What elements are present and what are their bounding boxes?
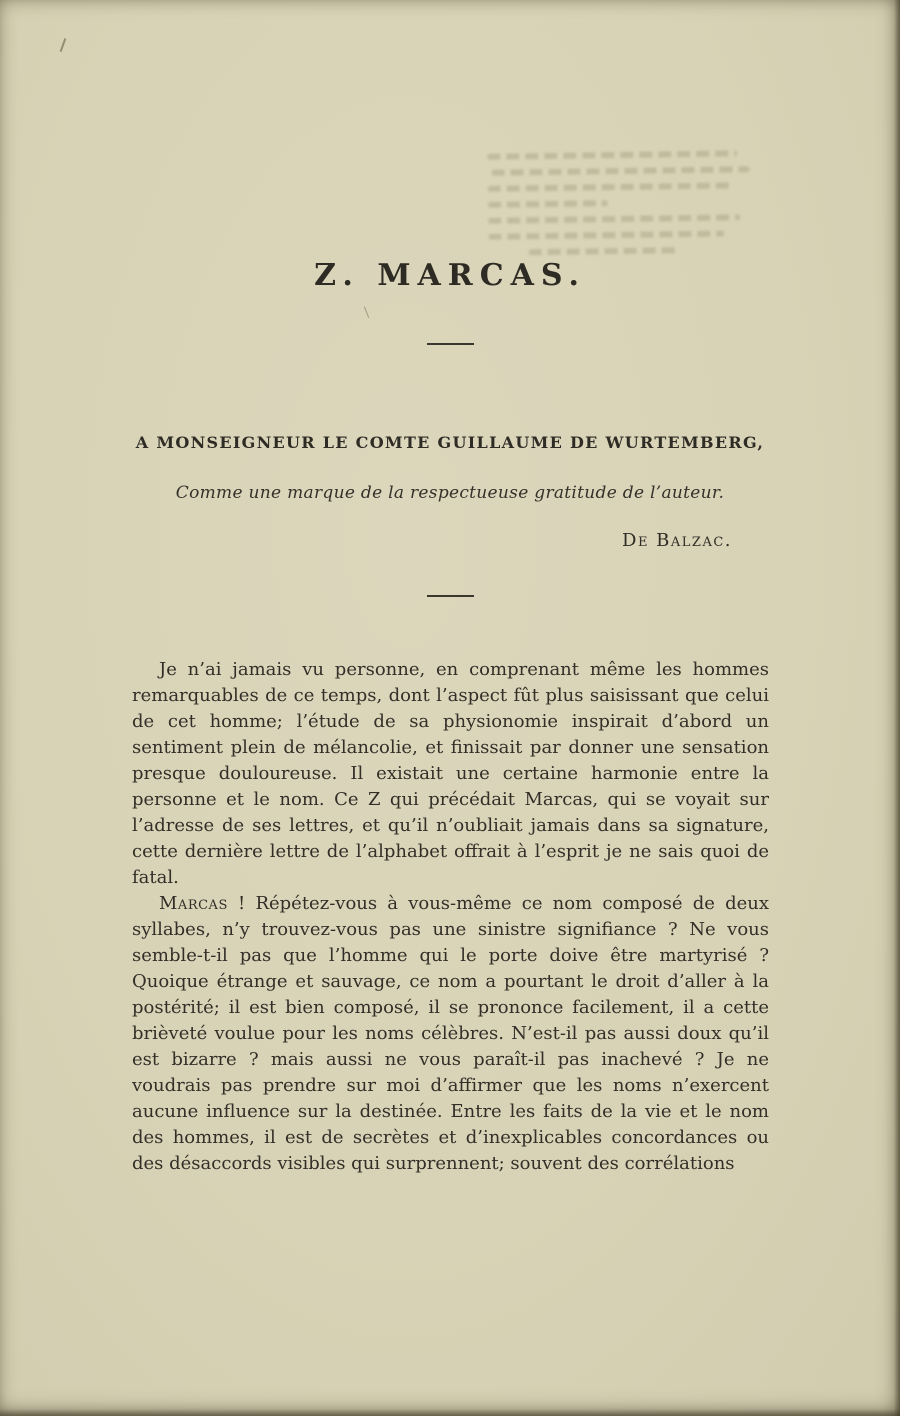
paragraph-2-rest: ! Répétez-vous à vous-même ce nom composé de deux syllabes, n’y trouvez-vous pas une sinistre signifiance ? Ne vous semble-t-il pas que l’homme qui le porte doive être martyrisé ? Quoique étrange et sauvage, ce nom a pourtant le droit d’aller à la postérité; il est bien composé, il se prononce facilement, il a cette brièveté voulue pour les noms célèbres. N’est-il pas aussi doux qu’il est bizarre ? mais aussi ne vous paraît-il pas inachevé ? Je ne voudrais pas prendre sur moi d’affirmer que les noms n’exercent aucune influence sur la destinée. Entre les faits de la vie et le nom des hommes, il est de secrètes et d’inexplicables concordances ou des désaccords visibles qui surprennent; souvent des corrélations: [132, 893, 769, 1174]
dedication-line: A MONSEIGNEUR LE COMTE GUILLAUME DE WURTEMBERG,: [135, 433, 765, 452]
scan-artifact-mark: [364, 306, 370, 318]
separator-rule-top: [427, 343, 474, 345]
paragraph-2: [132, 891, 769, 1177]
dedication-subline: Comme une marque de la respectueuse gratitude de l’auteur.: [175, 483, 725, 503]
paragraph-2-leadword: Marcas: [159, 893, 228, 914]
body-text-block: [132, 657, 769, 1177]
separator-rule-bottom: [427, 595, 474, 597]
page-edge-shadow-bottom: [0, 1409, 900, 1416]
page-title: Z. MARCAS.: [314, 258, 586, 293]
author-signature: De Balzac.: [622, 530, 732, 551]
paragraph-1: Je n’ai jamais vu personne, en comprenant même les hommes remarquables de ce temps, dont l’aspect fût plus saisissant que celui de cet homme; l’étude de sa physionomie inspirait d’abord un sentiment plein de mélancolie, et finissait par donner une sensation presque douloureuse. Il existait une certaine harmonie entre la personne et le nom. Ce Z qui précédait Marcas, qui se voyait sur l’adresse de ses lettres, et qu’il n’oubliait jamais dans sa signature, cette dernière lettre de l’alphabet offrait à l’esprit je ne sais quoi de fatal.: [132, 659, 769, 888]
